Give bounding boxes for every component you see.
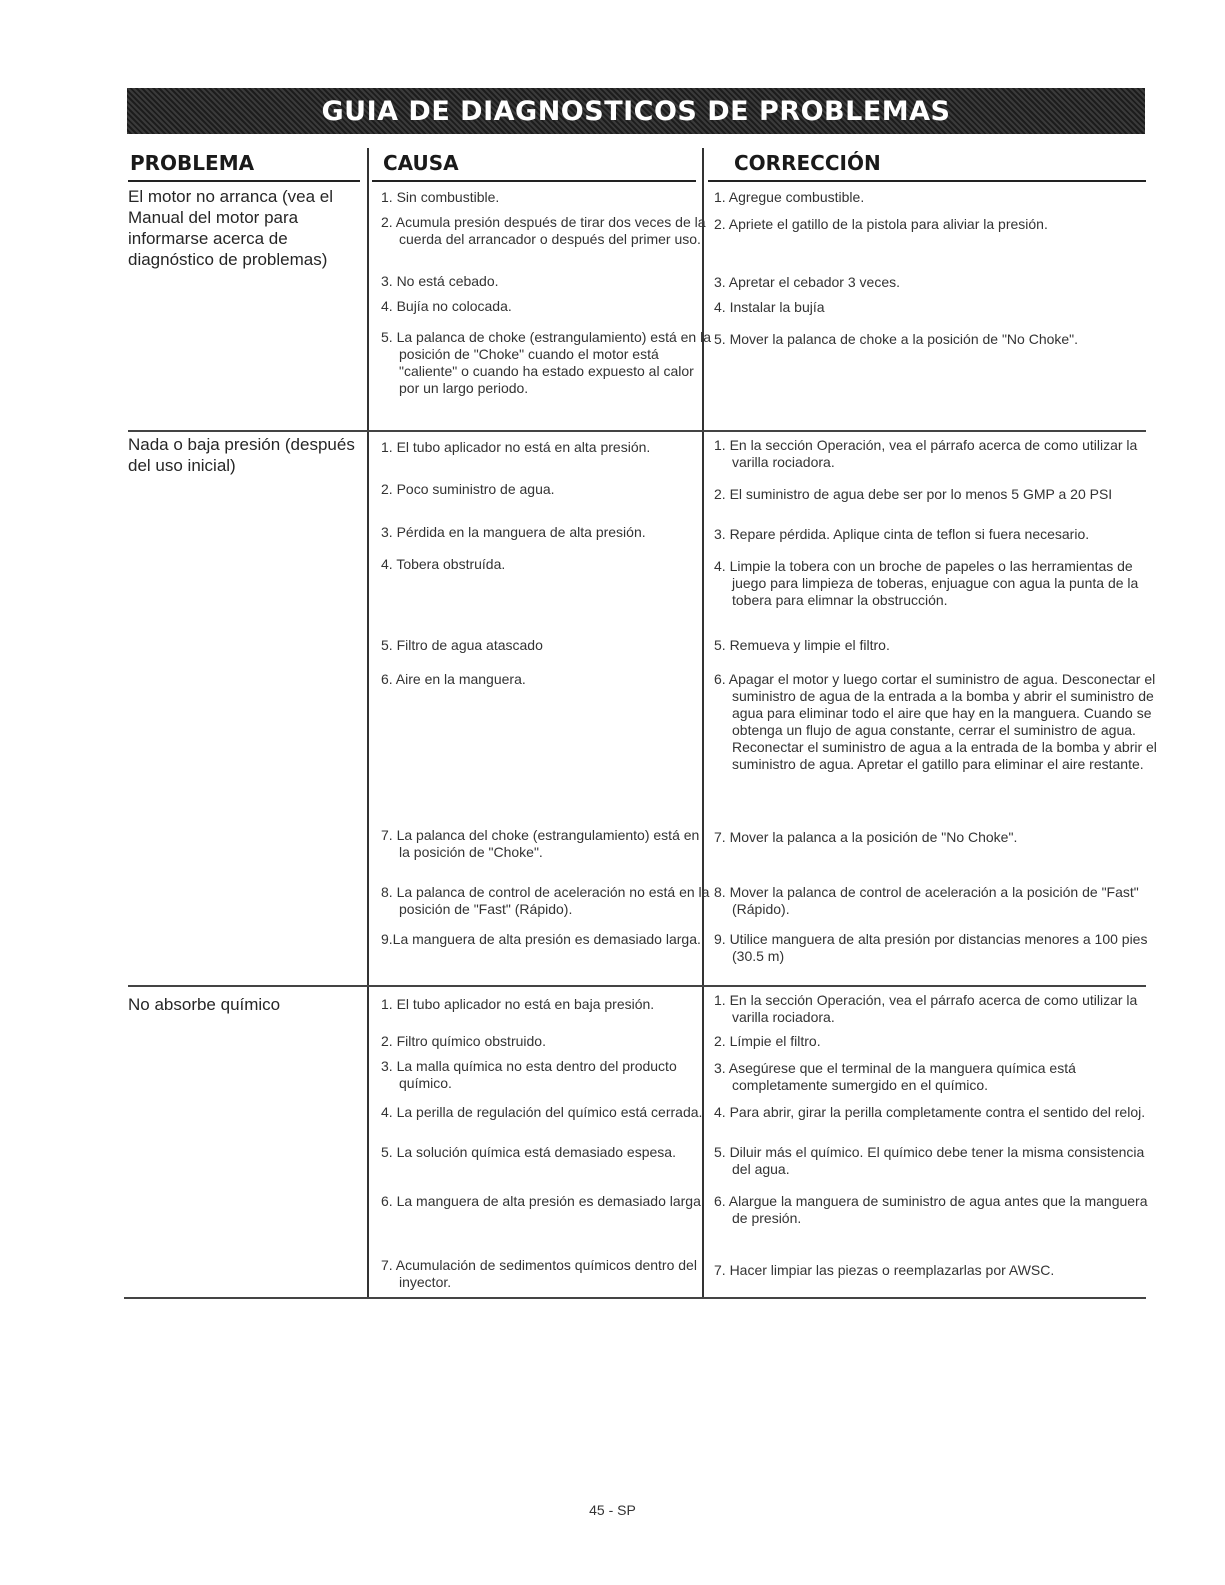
- cause-item: 2. Filtro químico obstruido.: [381, 1033, 546, 1049]
- column-divider-left: [367, 148, 369, 1298]
- cause-item: 2. Acumula presión después de tirar dos veces de la cuerda del arrancador o después del primer uso.: [381, 214, 706, 247]
- cause-item: 9.La manguera de alta presión es demasiado larga.: [381, 931, 701, 947]
- problem-text: Nada o baja presión (después del uso inicial): [128, 435, 355, 475]
- section-divider: [128, 985, 1146, 987]
- correction-item: 1. Agregue combustible.: [714, 189, 865, 205]
- correction-item: 3. Apretar el cebador 3 veces.: [714, 274, 900, 290]
- cause-item: 4. Tobera obstruída.: [381, 556, 506, 572]
- correction-item: 3. Repare pérdida. Aplique cinta de teflon si fuera necesario.: [714, 526, 1090, 542]
- header-cause: CAUSA: [383, 151, 459, 175]
- cause-item: 3. No está cebado.: [381, 273, 499, 289]
- correction-item: 4. Instalar la bujía: [714, 299, 825, 315]
- cause-item: 7. La palanca del choke (estrangulamiento) está en la posición de "Choke".: [381, 827, 700, 860]
- cause-item: 3. Pérdida en la manguera de alta presión.: [381, 524, 646, 540]
- correction-item: 6. Alargue la manguera de suministro de agua antes que la manguera de presión.: [714, 1193, 1148, 1226]
- cause-item: 5. La palanca de choke (estrangulamiento) está en la posición de "Choke" cuando el motor está "caliente" o cuando ha estado expuesto al calor por un largo periodo.: [381, 329, 711, 396]
- correction-item: 4. Limpie la tobera con un broche de papeles o las herramientas de juego para limpieza de toberas, enjuague con agua la punta de la tobera para elimnar la obstrucción.: [714, 558, 1139, 608]
- header-correction-rule: [708, 180, 1146, 182]
- table-bottom-rule: [124, 1297, 1146, 1299]
- cause-item: 5. Filtro de agua atascado: [381, 637, 543, 653]
- column-divider-right: [702, 148, 704, 1298]
- correction-item: 4. Para abrir, girar la perilla completamente contra el sentido del reloj.: [714, 1104, 1146, 1120]
- problem-text: El motor no arranca (vea el Manual del motor para informarse acerca de diagnóstico de problemas): [128, 187, 334, 269]
- correction-item: 8. Mover la palanca de control de aceleración a la posición de "Fast" (Rápido).: [714, 884, 1139, 917]
- cause-item: 6. Aire en la manguera.: [381, 671, 526, 687]
- cause-item: 4. Bujía no colocada.: [381, 298, 512, 314]
- cause-item: 2. Poco suministro de agua.: [381, 481, 555, 497]
- header-problem-rule: [128, 180, 360, 182]
- header-cause-rule: [372, 180, 696, 182]
- cause-item: 1. El tubo aplicador no está en baja presión.: [381, 996, 655, 1012]
- cause-item: 3. La malla química no esta dentro del producto químico.: [381, 1058, 677, 1091]
- page-number: 45 - SP: [589, 1502, 636, 1518]
- correction-item: 3. Asegúrese que el terminal de la manguera química está completamente sumergido en el químico.: [714, 1060, 1076, 1093]
- correction-item: 2. Límpie el filtro.: [714, 1033, 821, 1049]
- problem-text: No absorbe químico: [128, 995, 281, 1014]
- header-correction: CORRECCIÓN: [734, 151, 881, 175]
- cause-item: 5. La solución química está demasiado espesa.: [381, 1144, 676, 1160]
- correction-item: 2. El suministro de agua debe ser por lo menos 5 GMP a 20 PSI: [714, 486, 1113, 502]
- cause-item: 6. La manguera de alta presión es demasiado larga.: [381, 1193, 705, 1209]
- correction-item: 7. Mover la palanca a la posición de "No Choke".: [714, 829, 1018, 845]
- correction-item: 5. Mover la palanca de choke a la posición de "No Choke".: [714, 331, 1079, 347]
- cause-item: 8. La palanca de control de aceleración no está en la posición de "Fast" (Rápido).: [381, 884, 710, 917]
- correction-item: 5. Remueva y limpie el filtro.: [714, 637, 890, 653]
- correction-item: 9. Utilice manguera de alta presión por distancias menores a 100 pies (30.5 m): [714, 931, 1148, 964]
- header-problem: PROBLEMA: [130, 151, 255, 175]
- correction-item: 6. Apagar el motor y luego cortar el suministro de agua. Desconectar el suministro de agua de la entrada a la bomba y abrir el suministro de agua para eliminar todo el aire que hay en la manguera. Cuando se obtenga un flujo de agua constante, cerrar el suministro de agua. Reconectar el suministro de agua a la entrada de la bomba y abrir el suministro de agua. Apretar el gatillo para eliminar el aire restante.: [714, 671, 1157, 772]
- column-headers: [0, 147, 1225, 183]
- correction-item: 2. Apriete el gatillo de la pistola para aliviar la presión.: [714, 216, 1048, 232]
- title-banner: [127, 88, 1145, 134]
- cause-item: 1. El tubo aplicador no está en alta presión.: [381, 439, 651, 455]
- section-divider: [128, 430, 1146, 432]
- correction-item: 1. En la sección Operación, vea el párrafo acerca de como utilizar la varilla rociadora.: [714, 992, 1138, 1025]
- correction-item: 7. Hacer limpiar las piezas o reemplazarlas por AWSC.: [714, 1262, 1055, 1278]
- correction-item: 5. Diluir más el químico. El químico debe tener la misma consistencia del agua.: [714, 1144, 1145, 1177]
- cause-item: 7. Acumulación de sedimentos químicos dentro del inyector.: [381, 1257, 697, 1290]
- cause-item: 4. La perilla de regulación del químico está cerrada.: [381, 1104, 703, 1120]
- page-title: GUIA DE DIAGNOSTICOS DE PROBLEMAS: [321, 95, 951, 127]
- correction-item: 1. En la sección Operación, vea el párrafo acerca de como utilizar la varilla rociadora.: [714, 437, 1138, 470]
- cause-item: 1. Sin combustible.: [381, 189, 500, 205]
